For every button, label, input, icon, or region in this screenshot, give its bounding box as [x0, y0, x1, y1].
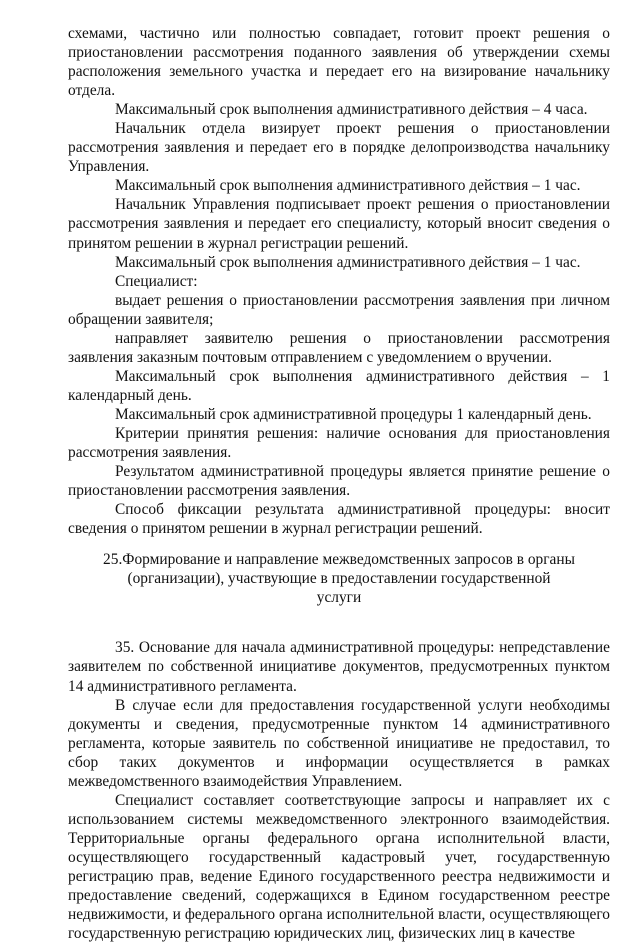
heading-line: 25.Формирование и направление межведомственных запросов в органы — [103, 551, 575, 569]
paragraph: 35. Основание для начала административной процедуры: непредставление заявителем по собственной инициативе документов, предусмотренных пунктом 14 административного регламента. — [68, 639, 610, 695]
paragraph: Максимальный срок выполнения административного действия – 4 часа. — [115, 101, 588, 119]
paragraph: Максимальный срок административной процедуры 1 календарный день. — [115, 405, 592, 423]
paragraph: направляет заявителю решения о приостановлении рассмотрения заявления заказным почтовым отправлением с уведомлением о вручении. — [68, 329, 610, 366]
paragraph: Критерии принятия решения: наличие основания для приостановления рассмотрения заявления. — [68, 424, 610, 462]
paragraph: схемами, частично или полностью совпадает, готовит проект решения о приостановлении рассмотрения поданного заявления об утверждении схемы расположения земельного участка и передает его на визирование начальнику отдела. — [68, 25, 610, 100]
document-page — [68, 24, 610, 943]
paragraph: Специалист составляет соответствующие запросы и направляет их с использованием системы межведомственного электронного взаимодействия. Территориальные органы федерального органа исполнительной власти, осуществляющего государственный кадастровый учет, государственную регистрацию прав, ведение Единого государственного реестра недвижимости и предоставление сведений, содержащихся в Едином государственном реестре недвижимости, и федерального органа исполнительной власти, осуществляющего государственную регистрацию юридических лиц, физических лиц в качестве — [68, 791, 610, 943]
paragraph: В случае если для предоставления государственной услуги необходимы документы и сведения, предусмотренные пунктом 14 административного регламента, которые заявитель по собственной инициативе не предоставил, то сбор таких документов и информации осуществляется в рамках межведомственного взаимодействия Управлением. — [68, 696, 610, 790]
paragraph: Способ фиксации результата административной процедуры: вносит сведения о принятом решении в журнал регистрации решений. — [68, 501, 610, 538]
paragraph: Начальник Управления подписывает проект решения о приостановлении рассмотрения заявления и передает его специалисту, который вносит сведения о принятом решении в журнал регистрации решений. — [68, 196, 610, 252]
spacer — [68, 607, 610, 638]
paragraph: выдает решения о приостановлении рассмотрения заявления при личном обращении заявителя; — [68, 291, 610, 328]
bottom-section — [68, 638, 610, 943]
heading-line: услуги — [316, 589, 362, 607]
paragraph: Специалист: — [115, 272, 198, 290]
section-heading — [68, 550, 610, 607]
paragraph: Максимальный срок выполнения административного действия – 1 час. — [115, 177, 581, 195]
heading-line: (организации), участвующие в предоставлении государственной — [127, 570, 551, 588]
top-section — [68, 24, 610, 538]
paragraph: Максимальный срок выполнения административного действия – 1 календарный день. — [68, 367, 610, 404]
paragraph: Максимальный срок выполнения административного действия – 1 час. — [115, 253, 581, 271]
paragraph: Начальник отдела визирует проект решения о приостановлении рассмотрения заявления и передает его в порядке делопроизводства начальнику Управления. — [68, 120, 610, 176]
paragraph: Результатом административной процедуры является принятие решение о приостановлении рассмотрения заявления. — [68, 463, 610, 500]
